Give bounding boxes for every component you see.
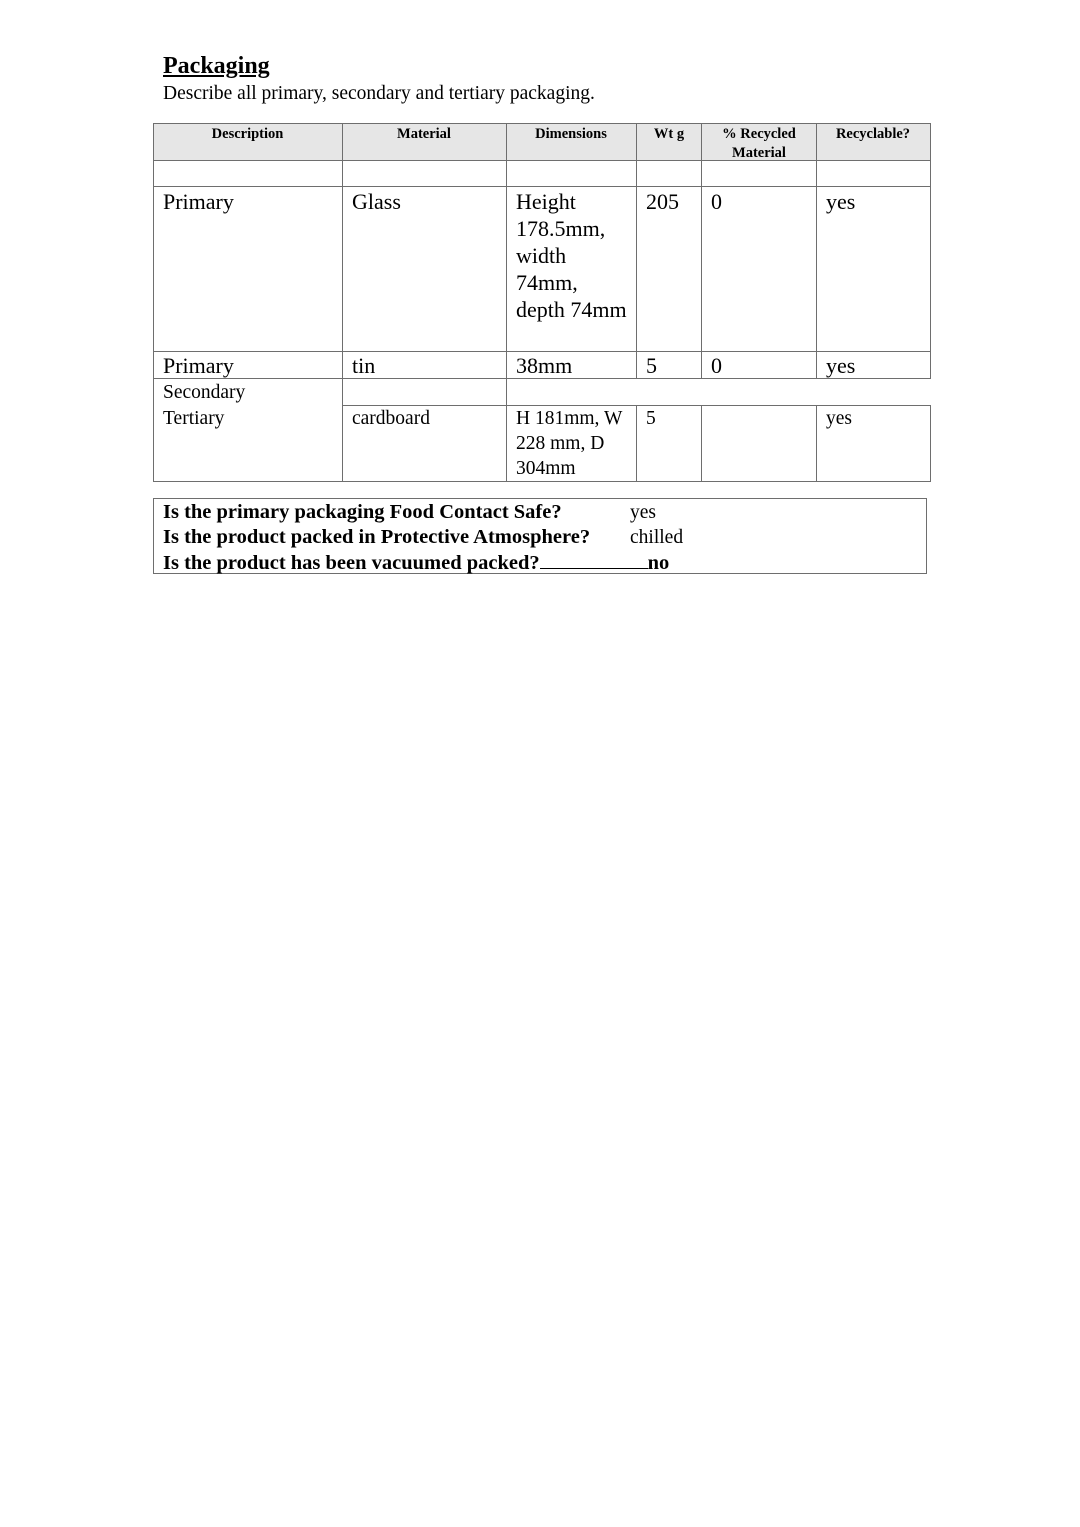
question-vacuum-packed-text: Is the product has been vacuumed packed?: [163, 552, 540, 574]
header-weight: Wt g: [653, 126, 685, 142]
table-cell-description: Tertiary: [163, 408, 225, 429]
table-border: [506, 123, 507, 482]
question-protective-atmosphere: Is the product packed in Protective Atmosphere?: [163, 526, 591, 548]
table-border: [816, 123, 817, 379]
table-cell-weight: 5: [646, 408, 656, 429]
table-cell-material: Glass: [352, 189, 401, 214]
question-vacuum-packed: [163, 550, 669, 576]
page-title: Packaging: [163, 53, 270, 79]
table-border: [636, 123, 637, 379]
table-border: [153, 123, 154, 482]
header-description: Description: [211, 126, 284, 142]
table-cell-dimensions: H 181mm, W 228 mm, D 304mm: [516, 408, 622, 479]
table-cell-recycled: 0: [711, 189, 722, 214]
table-cell-description: Primary: [163, 353, 234, 378]
table-cell-recyclable: yes: [826, 408, 852, 429]
table-cell-dimensions: 38mm: [516, 353, 573, 378]
table-cell-recyclable: yes: [826, 353, 856, 378]
table-border: [153, 481, 931, 482]
answer-protective-atmosphere: chilled: [630, 527, 684, 548]
table-cell-recyclable: yes: [826, 189, 856, 214]
table-border: [636, 405, 637, 482]
table-border: [342, 123, 343, 482]
table-cell-weight: 5: [646, 353, 657, 378]
table-cell-dimensions: Height 178.5mm, width 74mm, depth 74mm: [516, 189, 627, 322]
table-cell-material: tin: [352, 353, 376, 378]
answer-blank-line: [540, 550, 648, 569]
answer-food-contact: yes: [630, 502, 656, 523]
table-border: [153, 160, 931, 161]
table-border: [701, 123, 702, 379]
table-cell-description: Secondary: [163, 382, 246, 403]
page-subtitle: Describe all primary, secondary and tertiary packaging.: [163, 83, 595, 104]
table-cell-weight: 205: [646, 189, 679, 214]
table-cell-description: Primary: [163, 189, 234, 214]
header-recycled: % Recycled Material: [722, 126, 796, 161]
question-food-contact: Is the primary packaging Food Contact Safe?: [163, 501, 562, 523]
answer-vacuum-packed: no: [647, 552, 670, 574]
header-dimensions: Dimensions: [535, 126, 607, 142]
header-material: Material: [397, 126, 451, 142]
table-border: [930, 405, 931, 482]
table-cell-material: cardboard: [352, 408, 430, 429]
table-border: [930, 123, 931, 379]
table-cell-recycled: 0: [711, 353, 722, 378]
header-recyclable: Recyclable?: [835, 126, 911, 142]
table-border: [816, 405, 817, 482]
table-border: [701, 405, 702, 482]
